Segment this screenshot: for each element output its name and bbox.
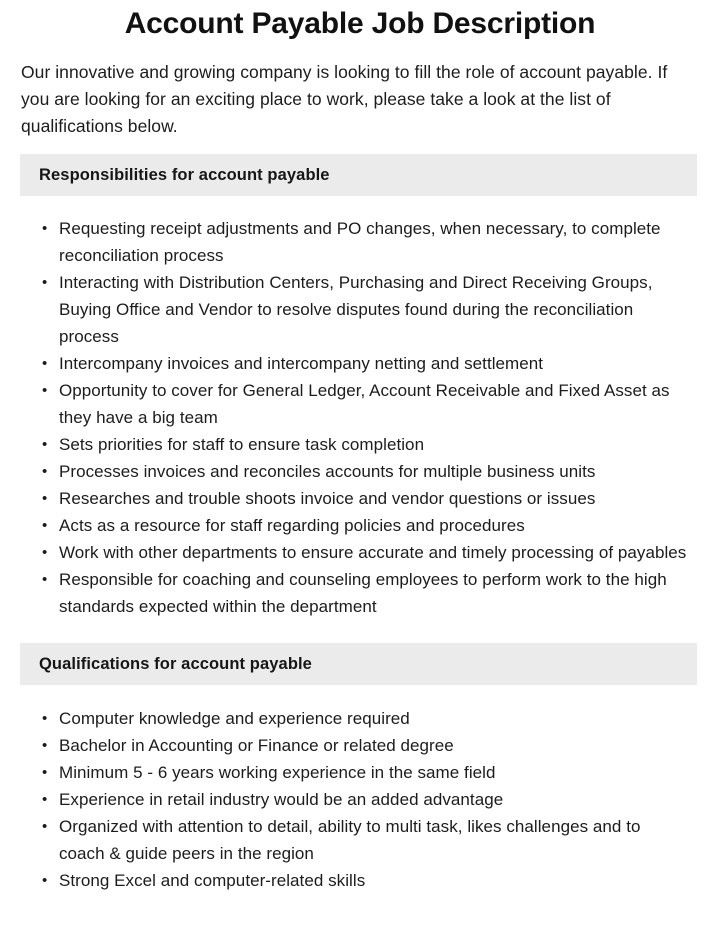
list-item: • Minimum 5 - 6 years working experience in the same field bbox=[0, 759, 720, 786]
list-item: • Researches and trouble shoots invoice and vendor questions or issues bbox=[0, 485, 720, 512]
section-heading-qualifications: Qualifications for account payable bbox=[20, 643, 697, 685]
list-item: • Acts as a resource for staff regarding policies and procedures bbox=[0, 512, 720, 539]
qualifications-list bbox=[0, 705, 720, 894]
intro-paragraph: Our innovative and growing company is looking to fill the role of account payable. If you are looking for an exciting place to work, please take a look at the list of qualifications below. bbox=[21, 62, 668, 136]
list-item: • Interacting with Distribution Centers, Purchasing and Direct Receiving Groups, Buying Office and Vendor to resolve disputes found during the reconciliation process bbox=[0, 269, 720, 350]
list-item: • Strong Excel and computer-related skills bbox=[0, 867, 720, 894]
list-item: • Intercompany invoices and intercompany netting and settlement bbox=[0, 350, 720, 377]
spacer bbox=[0, 620, 720, 643]
list-item: • Work with other departments to ensure accurate and timely processing of payables bbox=[0, 539, 720, 566]
list-item: • Computer knowledge and experience required bbox=[0, 705, 720, 732]
spacer bbox=[0, 196, 720, 215]
list-item: • Opportunity to cover for General Ledger, Account Receivable and Fixed Asset as they have a big team bbox=[0, 377, 720, 431]
list-item: • Bachelor in Accounting or Finance or related degree bbox=[0, 732, 720, 759]
responsibilities-list bbox=[0, 215, 720, 620]
page-title: Account Payable Job Description bbox=[124, 7, 596, 40]
spacer bbox=[0, 685, 720, 705]
list-item: • Requesting receipt adjustments and PO changes, when necessary, to complete reconciliation process bbox=[0, 215, 720, 269]
list-item: • Organized with attention to detail, ability to multi task, likes challenges and to coach & guide peers in the region bbox=[0, 813, 720, 867]
list-item: • Experience in retail industry would be an added advantage bbox=[0, 786, 720, 813]
list-item: • Responsible for coaching and counseling employees to perform work to the high standards expected within the department bbox=[0, 566, 720, 620]
list-item: • Sets priorities for staff to ensure task completion bbox=[0, 431, 720, 458]
spacer bbox=[0, 140, 720, 154]
section-heading-responsibilities: Responsibilities for account payable bbox=[20, 154, 697, 196]
list-item: • Processes invoices and reconciles accounts for multiple business units bbox=[0, 458, 720, 485]
